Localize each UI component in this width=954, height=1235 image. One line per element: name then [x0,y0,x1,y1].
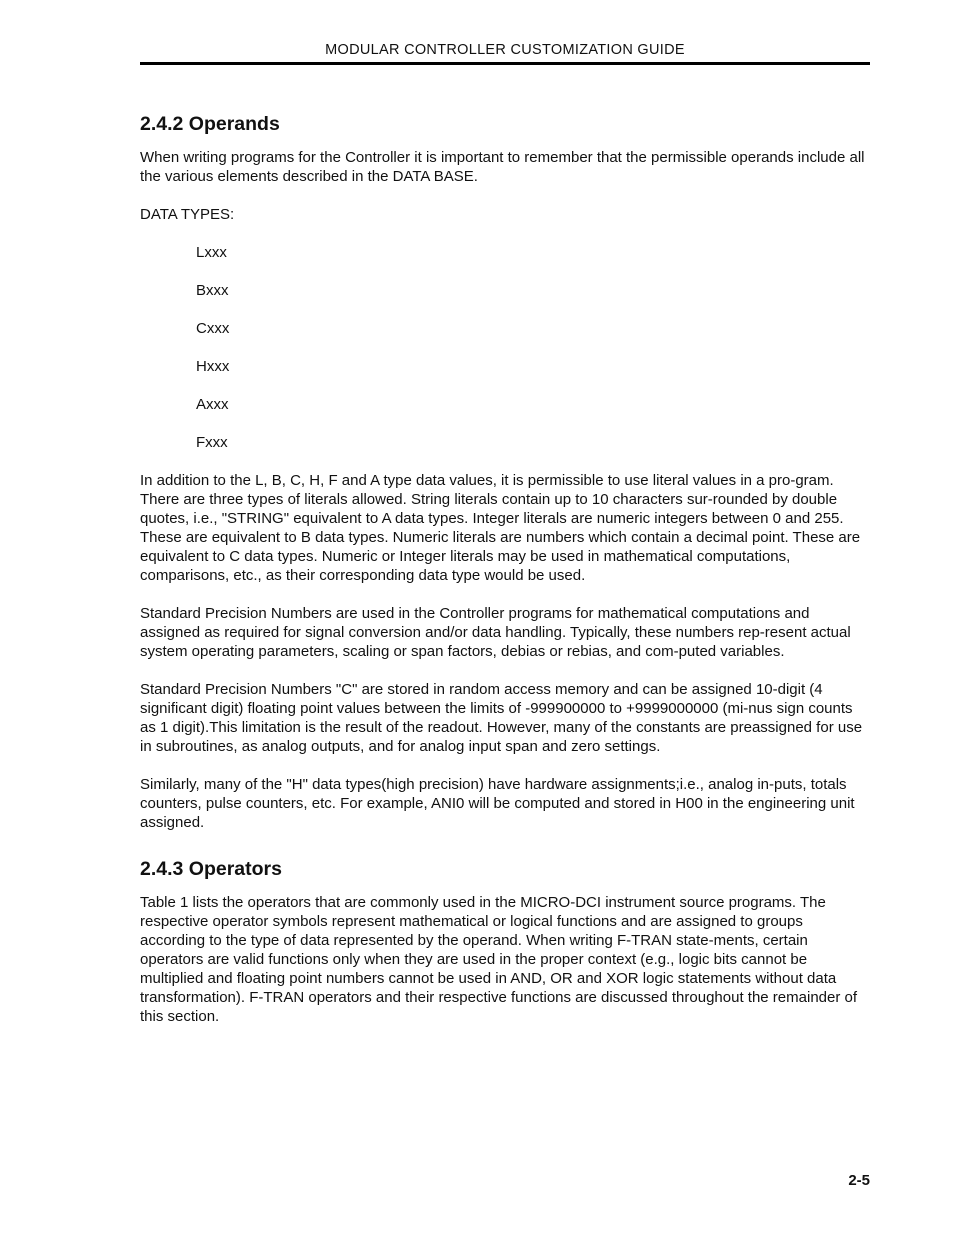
section-heading-operators: 2.4.3 Operators [140,858,282,880]
section-heading-operands: 2.4.2 Operands [140,113,280,135]
document-page [140,0,870,1235]
standard-precision-paragraph: Standard Precision Numbers are used in the Controller programs for mathematical computations and assigned as required for signal conversion and/or data handling. Typically, these numbers rep-resent actual system operating parameters, scaling or span factors, debias or rebias, and com-puted variables. [140,605,851,660]
operators-paragraph: Table 1 lists the operators that are commonly used in the MICRO-DCI instrument source programs. The respective operator symbols represent mathematical or logical functions and are assigned to groups according to the type of data represented by the operand. When writing F-TRAN state-ments, certain operators are valid functions only when they are used in the proper context (e.g., logic bits cannot be multiplied and floating point numbers cannot be used in AND, OR and XOR logic statements without data transformation). F-TRAN operators and their respective functions are discussed throughout the remainder of this section. [140,894,858,1025]
data-type-item: Fxxx [196,434,228,451]
header-rule [140,62,870,65]
data-type-item: Lxxx [196,244,227,261]
data-types-list [196,243,870,452]
operands-intro-paragraph: When writing programs for the Controller it is important to remember that the permissible operands include all the various elements described in the DATA BASE. [140,149,865,185]
data-type-item: Bxxx [196,282,229,299]
page-content [140,112,870,1045]
data-type-item: Axxx [196,396,229,413]
h-data-types-paragraph: Similarly, many of the "H" data types(high precision) have hardware assignments;i.e., analog in-puts, totals counters, pulse counters, etc. For example, ANI0 will be computed and stored in H00 in the engineering unit assigned. [140,776,855,831]
page-number: 2-5 [848,1172,870,1189]
section-operators [140,857,870,1026]
data-type-item: Hxxx [196,358,230,375]
literals-paragraph: In addition to the L, B, C, H, F and A type data values, it is permissible to use literal values in a pro-gram. There are three types of literals allowed. String literals contain up to 10 characters sur-rounded by double quotes, i.e., "STRING" equivalent to A data types. Integer literals are numeric integers between 0 and 255. These are equivalent to B data types. Numeric literals are numbers which contain a decimal point. These are equivalent to C data types. Numeric or Integer literals may be used in mathematical computations, comparisons, etc., as their corresponding data type would be used. [140,472,861,584]
data-type-item: Cxxx [196,320,230,337]
data-types-label: DATA TYPES: [140,206,235,223]
running-header: MODULAR CONTROLLER CUSTOMIZATION GUIDE [325,42,685,58]
section-operands [140,112,870,832]
standard-precision-c-paragraph: Standard Precision Numbers "C" are stored in random access memory and can be assigned 10-digit (4 significant digit) floating point values between the limits of -999900000 to +9999000000 (mi-nus sign counts as 1 digit).This limitation is the result of the readout. However, many of the constants are preassigned for use in subroutines, as analog outputs, and for analog input span and zero settings. [140,681,863,755]
